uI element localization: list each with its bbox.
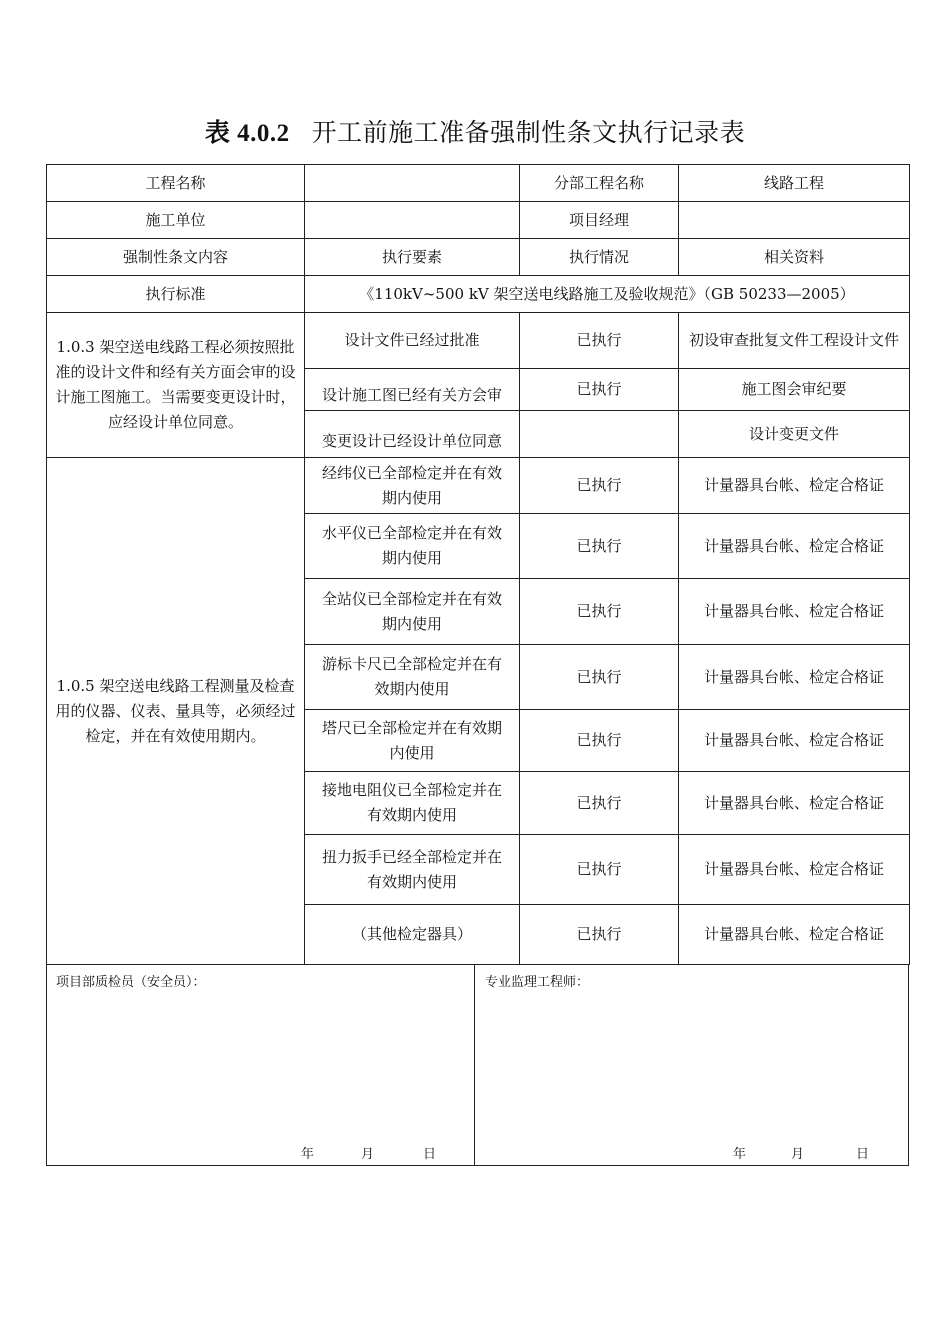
quality-inspector-label: 项目部质检员（安全员）： xyxy=(56,975,206,990)
signature-date xyxy=(733,1143,869,1162)
year-label: 年 xyxy=(733,1147,747,1162)
table-row xyxy=(47,239,910,276)
signature-date xyxy=(301,1143,436,1162)
status-cell[interactable]: 已执行 xyxy=(520,514,679,579)
col-header-docs: 相关资料 xyxy=(679,239,910,276)
status-cell[interactable]: 已执行 xyxy=(520,458,679,514)
element-cell: 接地电阻仪已全部检定并在有效期内使用 xyxy=(305,772,520,835)
col-header-elements: 执行要素 xyxy=(305,239,520,276)
status-cell[interactable]: 已执行 xyxy=(520,313,679,369)
sub-project-value[interactable]: 线路工程 xyxy=(679,165,910,202)
construction-unit-label: 施工单位 xyxy=(47,202,305,239)
element-cell: 变更设计已经设计单位同意 xyxy=(305,411,520,458)
element-cell: 经纬仪已全部检定并在有效期内使用 xyxy=(305,458,520,514)
status-cell[interactable]: 已执行 xyxy=(520,835,679,905)
status-cell[interactable] xyxy=(520,411,679,458)
standard-value: 《110kV~500 kV 架空送电线路施工及验收规范》（GB 50233—2005） xyxy=(305,276,910,313)
element-cell: 塔尺已全部检定并在有效期内使用 xyxy=(305,710,520,772)
supervisor-label: 专业监理工程师： xyxy=(485,975,590,990)
table-number: 表 4.0.2 xyxy=(204,120,290,147)
element-cell: 游标卡尺已全部检定并在有效期内使用 xyxy=(305,645,520,710)
clause-105-text: 1.0.5 架空送电线路工程测量及检查用的仪器、仪表、量具等，必须经过检定，并在有效使用期内。 xyxy=(47,458,305,965)
table-row xyxy=(47,202,910,239)
quality-inspector-signature[interactable] xyxy=(47,965,475,1165)
docs-cell: 初设审查批复文件工程设计文件 xyxy=(679,313,910,369)
status-cell[interactable]: 已执行 xyxy=(520,772,679,835)
sub-project-label: 分部工程名称 xyxy=(520,165,679,202)
project-manager-value[interactable] xyxy=(679,202,910,239)
supervisor-signature[interactable] xyxy=(475,965,908,1165)
signature-section xyxy=(46,965,909,1166)
clause-103-text: 1.0.3 架空送电线路工程必须按照批准的设计文件和经有关方面会审的设计施工图施工。当需要变更设计时，应经设计单位同意。 xyxy=(47,313,305,458)
col-header-status: 执行情况 xyxy=(520,239,679,276)
status-cell[interactable]: 已执行 xyxy=(520,710,679,772)
element-cell: （其他检定器具） xyxy=(305,905,520,965)
status-cell[interactable]: 已执行 xyxy=(520,369,679,411)
docs-cell: 计量器具台帐、检定合格证 xyxy=(679,772,910,835)
col-header-content: 强制性条文内容 xyxy=(47,239,305,276)
page-title xyxy=(0,113,950,149)
table-title: 开工前施工准备强制性条文执行记录表 xyxy=(311,118,746,147)
table-row xyxy=(47,458,910,514)
docs-cell: 计量器具台帐、检定合格证 xyxy=(679,645,910,710)
docs-cell: 计量器具台帐、检定合格证 xyxy=(679,905,910,965)
year-label: 年 xyxy=(301,1147,315,1162)
docs-cell: 计量器具台帐、检定合格证 xyxy=(679,710,910,772)
month-label: 月 xyxy=(361,1147,375,1162)
construction-unit-value[interactable] xyxy=(305,202,520,239)
status-cell[interactable]: 已执行 xyxy=(520,645,679,710)
docs-cell: 计量器具台帐、检定合格证 xyxy=(679,579,910,645)
element-cell: 扭力扳手已经全部检定并在有效期内使用 xyxy=(305,835,520,905)
element-cell: 全站仪已全部检定并在有效期内使用 xyxy=(305,579,520,645)
project-name-label: 工程名称 xyxy=(47,165,305,202)
docs-cell: 计量器具台帐、检定合格证 xyxy=(679,458,910,514)
table-row xyxy=(47,313,910,369)
status-cell[interactable]: 已执行 xyxy=(520,579,679,645)
project-name-value[interactable] xyxy=(305,165,520,202)
docs-cell: 设计变更文件 xyxy=(679,411,910,458)
day-label: 日 xyxy=(423,1147,437,1162)
month-label: 月 xyxy=(791,1147,805,1162)
docs-cell: 施工图会审纪要 xyxy=(679,369,910,411)
element-cell: 设计文件已经过批准 xyxy=(305,313,520,369)
element-cell: 水平仪已全部检定并在有效期内使用 xyxy=(305,514,520,579)
table-row xyxy=(47,165,910,202)
project-manager-label: 项目经理 xyxy=(520,202,679,239)
day-label: 日 xyxy=(856,1147,870,1162)
standard-label: 执行标准 xyxy=(47,276,305,313)
record-table xyxy=(46,164,910,965)
element-cell: 设计施工图已经有关方会审 xyxy=(305,369,520,411)
table-row xyxy=(47,276,910,313)
docs-cell: 计量器具台帐、检定合格证 xyxy=(679,835,910,905)
status-cell[interactable]: 已执行 xyxy=(520,905,679,965)
docs-cell: 计量器具台帐、检定合格证 xyxy=(679,514,910,579)
